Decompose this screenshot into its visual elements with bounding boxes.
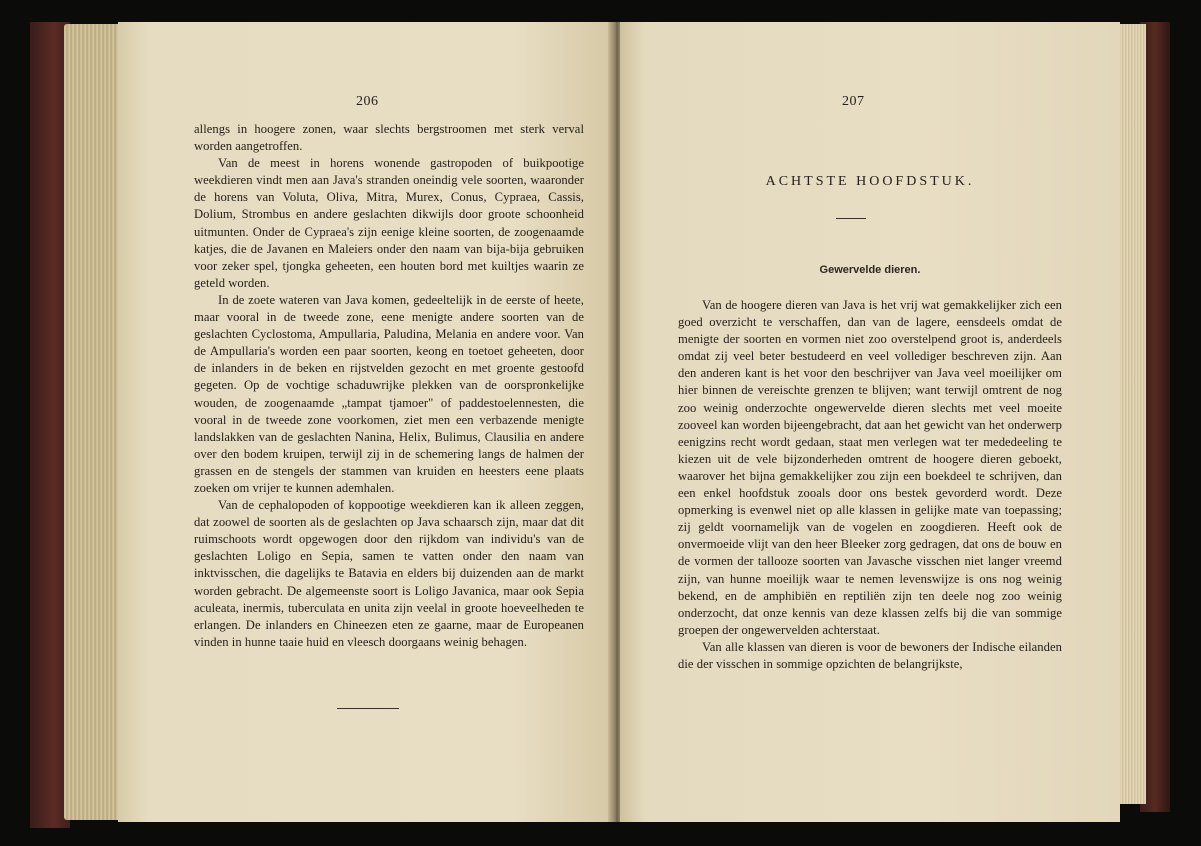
page-number-right: 207 (842, 94, 865, 109)
chapter-rule (836, 218, 866, 219)
end-rule (337, 708, 399, 709)
right-page-body (678, 297, 1062, 673)
paragraph: In de zoete wateren van Java komen, gedeeltelijk in de eerste of heete, maar vooral in de tweede zone, eene menigte andere soorten van de geslachten Cyclostoma, Ampullaria, Paludina, Melania en andere voor. Van de Ampullaria's worden een paar soorten, keong en toetoet geheeten, door de inlanders in de beken en rijstvelden gezocht en met groente gestoofd gegeten. Op de vochtige schaduwrijke plekken van de oorspronkelijke wouden, de zoogenaamde „tampat tjamoer" of paddestoelennesten, die vooral in de tweede zone voorkomen, ziet men een verbazende menigte landslakken van de geslachten Nanina, Helix, Bulimus, Clausilia en andere over den bodem kruipen, terwijl zij in de schemering langs de halmen der grassen en de stengels der stammen van kruiden en heesters eene plaats zoeken om vrijer te kunnen ademhalen. (194, 292, 584, 495)
page-number-left: 206 (356, 94, 379, 109)
paragraph: Van de cephalopoden of koppootige weekdieren kan ik alleen zeggen, dat zoowel de soorten als de geslachten op Java schaarsch zijn, maar dat dit ruimschoots wordt opgewogen door den rijkdom van individu's van de geslachten Loligo en Sepia, samen te vatten onder den naam van inktvisschen, die dagelijks te Batavia en elders bij duizenden aan de markt worden gebracht. De algemeenste soort is Loligo Javanica, maar ook Sepia aculeata, inermis, tuberculata en unita zijn veelal in groote hoeveelheden te erlangen. De inlanders en Chineezen eten ze gaarne, maar de Europeanen vinden in hunne taaie huid en vleesch doorgaans weinig behagen. (194, 498, 584, 649)
paragraph: Van de hoogere dieren van Java is het vrij wat gemakkelijker zich een goed overzicht te verschaffen, dan van de lagere, eensdeels omdat de menigte der soorten en vormen niet zoo overstelpend groot is, anderdeels omdat zij veel beter bestudeerd en veel vollediger beschreven zijn. Aan den anderen kant is het voor den beschrijver van Java veel moeilijker om hier binnen de vereischte grenzen te blijven; want terwijl omtrent de nog zoo weinig onderzochte ongewervelde dieren slechts met veel moeite zooveel kan worden bijeengebracht, dat aan het gewicht van het onderwerp eenigzins recht wordt gedaan, staat men verlegen wat ter mededeeling te kiezen uit de vele bijzonderheden omtrent de hoogere dieren geboekt, waarover het bijna gemakkelijker zou zijn een boekdeel te schrijven, dan een enkel hoofdstuk zooals door ons bestek gevorderd wordt. Deze opmerking is evenwel niet op alle klassen in gelijke mate van toepassing; zij geldt voornamelijk van de vogelen en zoogdieren. Heeft ook de onvermoeide vlijt van den heer Bleeker zorg gedragen, dat ons de bouw en de vormen der tallooze soorten van Javasche visschen niet langer vreemd zijn, van hunne moeilijk waar te nemen levenswijze is ons nog weinig bekend, en de amphibiën en reptiliën zijn ten deele nog zoo weinig onderzocht, dat onze kennis van deze klassen zelfs bij die van sommige groepen der ongewervelden achterstaat. (678, 298, 1062, 637)
section-title: Gewervelde dieren. (819, 264, 921, 276)
right-page (620, 22, 1120, 822)
paragraph: allengs in hoogere zonen, waar slechts bergstroomen met sterk verval worden aangetroffen. (194, 122, 584, 154)
page-edges-left (64, 24, 120, 820)
paragraph: Van de meest in horens wonende gastropoden of buikpootige weekdieren vindt men aan Java's stranden oneindig vele soorten, waaronder de horens van Voluta, Oliva, Mitra, Murex, Conus, Cypraea, Cassis, Dolium, Strombus en andere geslachten dikwijls door groote schoonheid uitmunten. Onder de Cypraea's zijn eenige kleine soorten, de zoogenaamde katjes, die de Javanen en Maleiers onder den naam van bija-bija gebruiken voor zeker spel, tjongka geheeten, een houten bord met kuiltjes waarin ze geteld worden. (194, 156, 584, 290)
paragraph: Van alle klassen van dieren is voor de bewoners der Indische eilanden die der visschen in sommige opzichten de belangrijkste, (678, 639, 1062, 671)
left-page-body (194, 121, 584, 651)
chapter-title: ACHTSTE HOOFDSTUK. (765, 174, 975, 189)
left-page (118, 22, 612, 822)
